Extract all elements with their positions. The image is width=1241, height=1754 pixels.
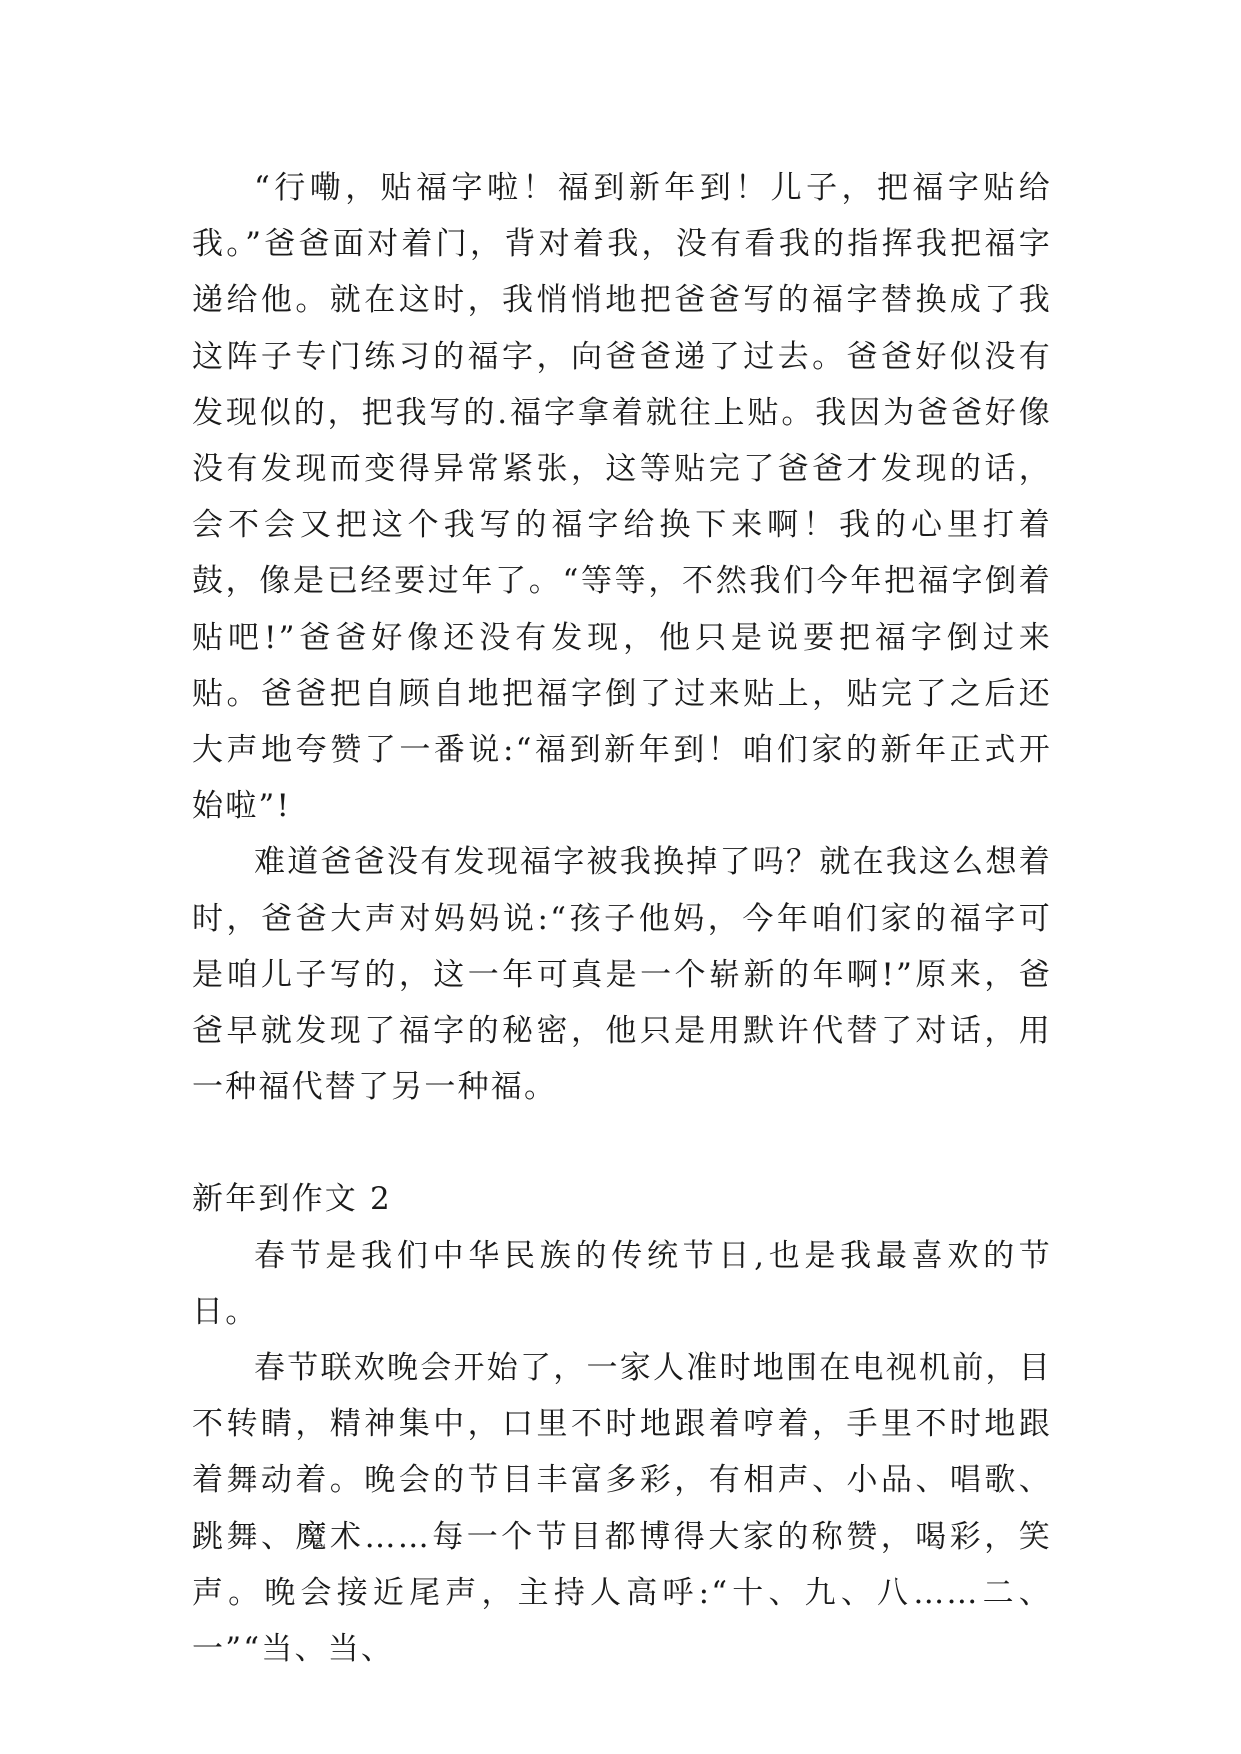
paragraph-father-secret: 难道爸爸没有发现福字被我换掉了吗？就在我这么想着时，爸爸大声对妈妈说:“孩子他妈，今年咱们家的福字可是咱儿子写的，这一年可真是一个崭新的年啊!”原来，爸爸早就发现了福字的秘密，他只是用默许代替了对话，用一种福代替了另一种福。 [192,844,1052,1106]
paragraph-spring-festival: 春节是我们中华民族的传统节日,也是我最喜欢的节日。 [192,1237,1052,1330]
paragraph-gala: 春节联欢晚会开始了，一家人准时地围在电视机前，目不转睛，精神集中，口里不时地跟着哼着，手里不时地跟着舞动着。晚会的节目丰富多彩，有相声、小品、唱歌、跳舞、魔术……每一个节目都博得大家的称赞，喝彩，笑声。晚会接近尾声，主持人高呼:“十、九、八……二、一”“当、当、 [192,1350,1052,1668]
paragraph-fu-character: “行嘞，贴福字啦！福到新年到！儿子，把福字贴给我。”爸爸面对着门，背对着我，没有看我的指挥我把福字递给他。就在这时，我悄悄地把爸爸写的福字替换成了我这阵子专门练习的福字，向爸爸递了过去。爸爸好似没有发现似的，把我写的.福字拿着就往上贴。我因为爸爸好像没有发现而变得异常紧张，这等贴完了爸爸才发现的话，会不会又把这个我写的福字给换下来啊！我的心里打着鼓，像是已经要过年了。“等等，不然我们今年把福字倒着贴吧!”爸爸好像还没有发现，他只是说要把福字倒过来贴。爸爸把自顾自地把福字倒了过来贴上，贴完了之后还大声地夸赞了一番说:“福到新年到！咱们家的新年正式开始啦”! [192,170,1052,825]
document-body [192,160,1052,1677]
essay-heading: 新年到作文 2 [192,1181,392,1218]
